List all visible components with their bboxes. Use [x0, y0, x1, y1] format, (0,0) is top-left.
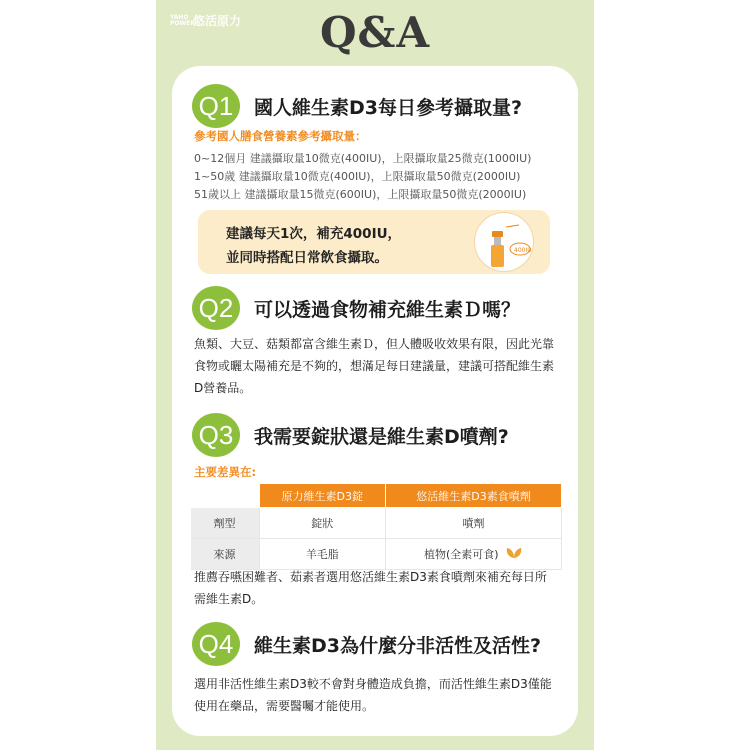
q4-text: 維生素D3為什麼分非活性及活性? [254, 634, 542, 657]
q1-line-3: 51歲以上 建議攝取量15微克(600IU)，上限攝取量50微克(2000IU) [194, 188, 527, 201]
q2-text: 可以透過食物補充維生素Ｄ嗎？ [254, 298, 521, 321]
q3-subtitle: 主要差異在: [194, 465, 257, 479]
table-row [191, 508, 562, 539]
q1-tip-box [198, 210, 550, 274]
question-4 [192, 622, 541, 666]
q1-line-1: 0~12個月 建議攝取量10微克(400IU)，上限攝取量25微克(1000IU) [194, 152, 532, 165]
question-2 [192, 286, 520, 330]
question-3 [192, 413, 509, 457]
table-cell-vegan [386, 539, 562, 570]
q1-subtitle: 參考國人膳食營養素參考攝取量： [194, 129, 367, 143]
table-header-corner [191, 484, 260, 508]
q2-answer: 魚類、大豆、菇類都富含維生素Ｄ，但人體吸收效果有限，因此光靠食物或曬太陽補充是不夠的，想滿足每日建議量，建議可搭配維生素D營養品。 [194, 337, 555, 395]
table-header-tablet: 原力維生素D3錠 [259, 484, 386, 508]
q4-badge: Q4 [192, 622, 240, 666]
brand-logo: YAHO POWER 悠活原力 [170, 13, 242, 28]
q1-tip-line-1: 建議每天1次，補充400IU， [226, 226, 402, 242]
spray-bottle-icon [474, 212, 534, 272]
table-row-label: 劑型 [191, 508, 260, 539]
q2-badge: Q2 [192, 286, 240, 330]
table-cell: 錠狀 [259, 508, 386, 539]
table-cell: 噴劑 [386, 508, 562, 539]
table-header-spray: 悠活維生素D3素食噴劑 [386, 484, 562, 508]
leaf-icon [505, 547, 523, 562]
brand-name: 悠活原力 [193, 14, 242, 28]
table-cell: 羊毛脂 [259, 539, 386, 570]
vegan-label: 植物(全素可食) [423, 547, 499, 561]
q3-text: 我需要錠狀還是維生素D噴劑? [254, 425, 509, 448]
q1-text: 國人維生素D3每日參考攝取量? [254, 96, 523, 119]
comparison-table [190, 483, 562, 570]
page-title: Q&A [319, 8, 431, 57]
table-row-label: 來源 [191, 539, 260, 570]
q1-tip-line-2: 並同時搭配日常飲食攝取。 [226, 250, 388, 266]
q1-line-2: 1~50歲 建議攝取量10微克(400IU)，上限攝取量50微克(2000IU) [194, 170, 521, 183]
table-header-row [191, 484, 562, 508]
q4-answer: 選用非活性維生素D3較不會對身體造成負擔，而活性維生素D3僅能使用在藥品，需要醫囑才能使用。 [194, 677, 552, 713]
q3-answer: 推薦吞嚥困難者、茹素者選用悠活維生素D3素食噴劑來補充每日所需維生素D。 [194, 570, 547, 606]
svg-text:400IU: 400IU [514, 247, 532, 254]
q3-badge: Q3 [192, 413, 240, 457]
qa-page [156, 0, 594, 750]
question-1 [192, 84, 522, 128]
qa-card [172, 66, 578, 736]
q1-badge: Q1 [192, 84, 240, 128]
table-row [191, 539, 562, 570]
